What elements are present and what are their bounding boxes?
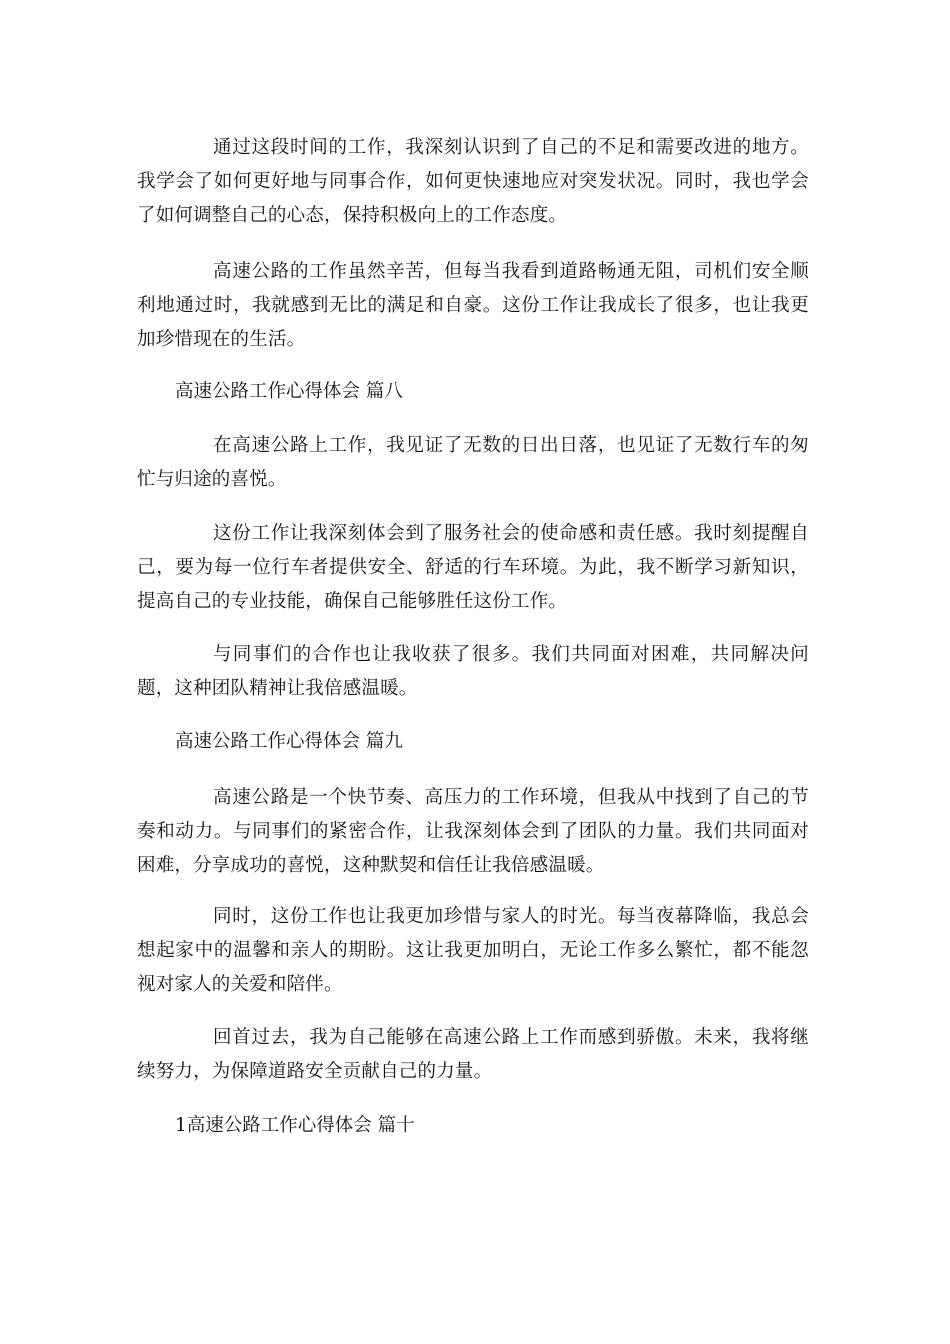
paragraph-8: 回首过去，我为自己能够在高速公路上工作而感到骄傲。未来，我将继续努力，为保障道路安全贡献自己的力量。: [137, 1027, 809, 1082]
paragraph-7: 同时，这份工作也让我更加珍惜与家人的时光。每当夜幕降临，我总会想起家中的温馨和亲人的期盼。这让我更加明白，无论工作多么繁忙，都不能忽视对家人的关爱和陪伴。: [137, 906, 809, 995]
paragraph-2: 高速公路的工作虽然辛苦，但每当我看到道路畅通无阻，司机们安全顺利地通过时，我就感到无比的满足和自豪。这份工作让我成长了很多，也让我更加珍惜现在的生活。: [137, 261, 809, 350]
paragraph-4: 这份工作让我深刻体会到了服务社会的使命感和责任感。我时刻提醒自己，要为每一位行车者提供安全、舒适的行车环境。为此，我不断学习新知识，提高自己的专业技能，确保自己能够胜任这份工作。: [137, 523, 809, 612]
paragraph-1: 通过这段时间的工作，我深刻认识到了自己的不足和需要改进的地方。我学会了如何更好地与同事合作，如何更快速地应对突发状况。同时，我也学会了如何调整自己的心态，保持积极向上的工作态度。: [137, 137, 809, 226]
paragraph-3: 在高速公路上工作，我见证了无数的日出日落，也见证了无数行车的匆忙与归途的喜悦。: [137, 435, 809, 490]
paragraph-5: 与同事们的合作也让我收获了很多。我们共同面对困难，共同解决问题，这种团队精神让我倍感温暖。: [137, 644, 809, 699]
section-heading-10: 1高速公路工作心得体会 篇十: [175, 1115, 415, 1136]
paragraph-6: 高速公路是一个快节奏、高压力的工作环境，但我从中找到了自己的节奏和动力。与同事们的紧密合作，让我深刻体会到了团队的力量。我们共同面对困难，分享成功的喜悦，这种默契和信任让我倍感温暖。: [137, 787, 809, 876]
section-heading-8: 高速公路工作心得体会 篇八: [175, 381, 403, 402]
section-heading-9: 高速公路工作心得体会 篇九: [175, 731, 403, 752]
